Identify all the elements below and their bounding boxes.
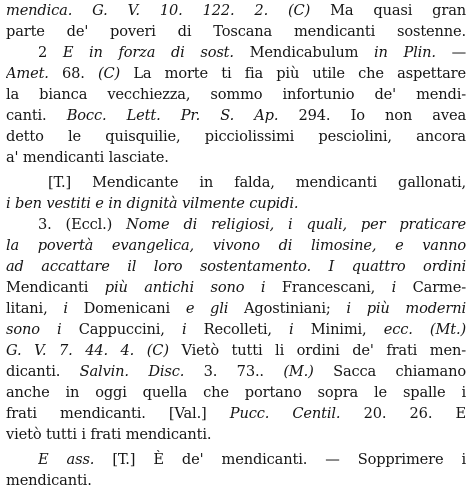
text-line bbox=[6, 85, 466, 106]
roman-text: Vietò tutti li ordini de' frati men- bbox=[168, 342, 466, 359]
italic-text: la povertà evangelica, vivono di limosine, e vanno bbox=[6, 237, 466, 254]
roman-text: Carme- bbox=[396, 279, 466, 296]
text-line bbox=[6, 106, 466, 127]
text-line bbox=[6, 22, 466, 43]
italic-text: (M.) bbox=[283, 363, 314, 380]
roman-text: dicanti. bbox=[6, 363, 80, 380]
roman-text: [T.] Mendicante in falda, mendicanti gallonati, bbox=[48, 174, 466, 191]
roman-text: a' mendicanti lasciate. bbox=[6, 149, 169, 166]
roman-text: parte de' poveri di Toscana mendicanti sostenne. bbox=[6, 23, 466, 40]
italic-text: Pucc. Centil. bbox=[229, 405, 341, 422]
text-line bbox=[6, 299, 466, 320]
roman-text: Mendicanti bbox=[6, 279, 105, 296]
text-line bbox=[6, 1, 466, 22]
roman-text: frati mendicanti. [Val.] bbox=[6, 405, 230, 422]
roman-text: [T.] È de' mendicanti. — Sopprimere i bbox=[94, 451, 466, 468]
italic-text: (C) bbox=[98, 65, 121, 82]
italic-text: mendica. G. V. 10. 122. 2. (C) bbox=[6, 2, 311, 19]
italic-text: sono i bbox=[6, 321, 62, 338]
italic-text: Bocc. Lett. Pr. S. Ap. bbox=[66, 107, 279, 124]
roman-text: Sacca chiamano bbox=[313, 363, 466, 380]
text-line bbox=[6, 362, 466, 383]
roman-text: Domenicani bbox=[67, 300, 186, 317]
text-line bbox=[6, 278, 466, 299]
italic-text: i bbox=[63, 300, 68, 317]
roman-text: Ma quasi gran bbox=[310, 2, 466, 19]
roman-text: Francescani, bbox=[265, 279, 392, 296]
text-line bbox=[6, 425, 466, 446]
italic-text: Amet. bbox=[6, 65, 49, 82]
roman-text: Recolleti, bbox=[186, 321, 290, 338]
text-line bbox=[38, 215, 466, 236]
roman-text: Cappuccini, bbox=[61, 321, 182, 338]
text-line bbox=[6, 148, 466, 169]
italic-text: e gli bbox=[185, 300, 229, 317]
roman-text: canti. bbox=[6, 107, 67, 124]
italic-text: i ben vestiti e in dignità vilmente cupidi. bbox=[6, 195, 299, 212]
text-line bbox=[38, 450, 466, 471]
italic-text: E ass. bbox=[38, 451, 95, 468]
text-line bbox=[6, 383, 466, 404]
text-line bbox=[6, 341, 466, 362]
text-line bbox=[6, 64, 466, 85]
roman-text: 3. 73.. bbox=[184, 363, 284, 380]
italic-text: i bbox=[391, 279, 397, 296]
text-line bbox=[6, 127, 466, 148]
text-line bbox=[48, 173, 466, 194]
italic-text: i più moderni bbox=[346, 300, 466, 317]
roman-text: 20. 26. E bbox=[340, 405, 466, 422]
roman-text: 294. Io non avea bbox=[278, 107, 466, 124]
roman-text: 3. (Eccl.) bbox=[38, 216, 127, 233]
roman-text: la bianca vecchiezza, sommo infortunio de' mendi- bbox=[6, 86, 466, 103]
italic-text: più antichi sono i bbox=[104, 279, 266, 296]
italic-text: in Plin. bbox=[373, 44, 436, 61]
italic-text: E in forza di sost. bbox=[62, 44, 234, 61]
italic-text: i bbox=[181, 321, 187, 338]
roman-text: Agostiniani; bbox=[228, 300, 347, 317]
roman-text: Minimi, bbox=[293, 321, 384, 338]
roman-text: Mendicabulum bbox=[233, 44, 374, 61]
italic-text: G. V. 7. 44. 4. (C) bbox=[6, 342, 169, 359]
text-line bbox=[38, 43, 466, 64]
italic-text: Nome di religiosi, i quali, per praticare bbox=[126, 216, 466, 233]
italic-text: i bbox=[289, 321, 294, 338]
text-line bbox=[6, 257, 466, 278]
roman-text: La morte ti fia più utile che aspettare bbox=[120, 65, 466, 82]
italic-text: Salvin. Disc. bbox=[79, 363, 185, 380]
roman-text: — bbox=[435, 44, 466, 61]
text-line bbox=[6, 404, 466, 425]
text-line bbox=[6, 320, 466, 341]
roman-text: anche in oggi quella che portano sopra le spalle i bbox=[6, 384, 466, 401]
roman-text: 2 bbox=[38, 44, 63, 61]
text-line bbox=[6, 236, 466, 257]
text-line bbox=[6, 194, 466, 215]
roman-text: 68. bbox=[48, 65, 98, 82]
text-line bbox=[6, 471, 466, 492]
roman-text: detto le quisquilie, picciolissimi pesciolini, ancora bbox=[6, 128, 466, 145]
roman-text: vietò tutti i frati mendicanti. bbox=[6, 426, 212, 443]
roman-text: litani, bbox=[6, 300, 64, 317]
roman-text: mendicanti. bbox=[6, 472, 92, 489]
italic-text: ecc. (Mt.) bbox=[383, 321, 466, 338]
italic-text: ad accattare il loro sostentamento. I quattro ordini bbox=[6, 258, 466, 275]
